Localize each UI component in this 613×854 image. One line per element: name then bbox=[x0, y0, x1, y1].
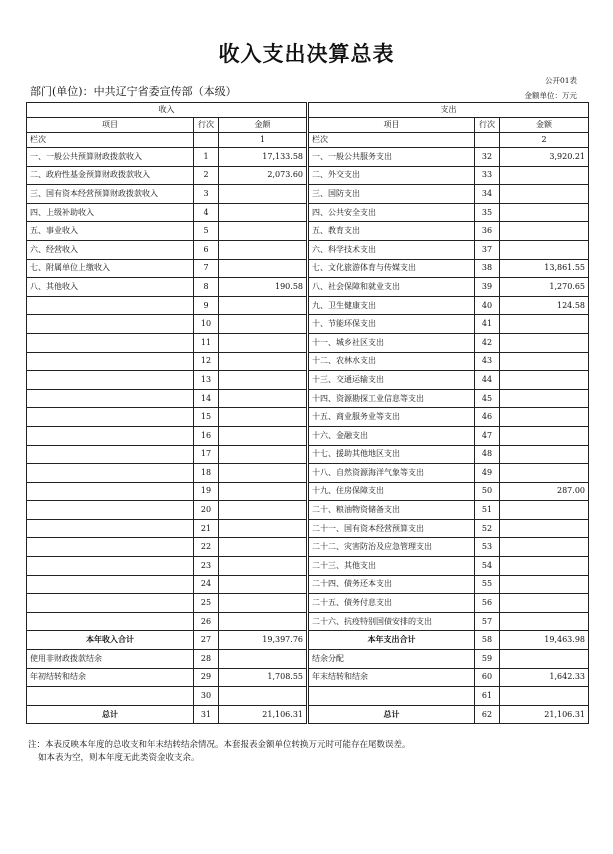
income-rowno-cell: 24 bbox=[194, 575, 219, 594]
expense-amount-cell bbox=[500, 501, 589, 520]
income-amount-cell bbox=[219, 259, 308, 278]
expense-amount-cell bbox=[500, 687, 589, 706]
table-row bbox=[27, 464, 589, 483]
income-col-number: 1 bbox=[219, 133, 308, 148]
income-rowno-cell: 20 bbox=[194, 501, 219, 520]
expense-item-cell: 十九、住房保障支出 bbox=[308, 482, 475, 501]
table-row bbox=[27, 296, 589, 315]
income-amount-cell: 21,106.31 bbox=[219, 705, 308, 724]
income-rowno-cell: 14 bbox=[194, 389, 219, 408]
income-item-cell: 六、经营收入 bbox=[27, 240, 194, 259]
income-rowno-cell: 26 bbox=[194, 612, 219, 631]
income-amount-cell: 190.58 bbox=[219, 278, 308, 297]
expense-rowno-cell: 47 bbox=[475, 426, 500, 445]
expense-item-cell: 二十二、灾害防治及应急管理支出 bbox=[308, 538, 475, 557]
footnote bbox=[28, 739, 411, 765]
expense-rowno-cell: 44 bbox=[475, 371, 500, 390]
income-amount-cell bbox=[219, 650, 308, 669]
expense-amount-cell bbox=[500, 240, 589, 259]
income-amount-cell bbox=[219, 445, 308, 464]
income-item-cell bbox=[27, 408, 194, 427]
income-amount-cell bbox=[219, 594, 308, 613]
income-amount-cell bbox=[219, 240, 308, 259]
income-rowno-cell: 29 bbox=[194, 668, 219, 687]
expense-amount-cell: 21,106.31 bbox=[500, 705, 589, 724]
income-item-cell bbox=[27, 538, 194, 557]
expense-rowno-cell: 57 bbox=[475, 612, 500, 631]
income-amount-cell bbox=[219, 185, 308, 204]
expense-item-cell: 三、国防支出 bbox=[308, 185, 475, 204]
expense-amount-cell bbox=[500, 389, 589, 408]
table-row bbox=[27, 612, 589, 631]
expense-rowno-cell: 58 bbox=[475, 631, 500, 650]
expense-item-cell: 一、一般公共服务支出 bbox=[308, 148, 475, 167]
expense-rowno-cell: 36 bbox=[475, 222, 500, 241]
income-item-cell bbox=[27, 333, 194, 352]
income-rowno-cell: 15 bbox=[194, 408, 219, 427]
income-item-cell: 七、附属单位上缴收入 bbox=[27, 259, 194, 278]
expense-section-header: 支出 bbox=[308, 103, 589, 118]
amount-unit: 金额单位：万元 bbox=[524, 91, 577, 100]
expense-item-cell: 二、外交支出 bbox=[308, 166, 475, 185]
income-rowno-cell: 25 bbox=[194, 594, 219, 613]
income-item-cell bbox=[27, 501, 194, 520]
table-row bbox=[27, 426, 589, 445]
income-rowno-cell: 8 bbox=[194, 278, 219, 297]
income-rowno-cell: 9 bbox=[194, 296, 219, 315]
table-row bbox=[27, 668, 589, 687]
expense-amount-header: 金额 bbox=[500, 118, 589, 133]
income-item-cell bbox=[27, 575, 194, 594]
expense-col-number: 2 bbox=[500, 133, 589, 148]
income-rowno-cell: 28 bbox=[194, 650, 219, 669]
expense-item-cell: 十三、交通运输支出 bbox=[308, 371, 475, 390]
expense-item-cell: 十二、农林水支出 bbox=[308, 352, 475, 371]
expense-rowno-header: 行次 bbox=[475, 118, 500, 133]
expense-item-cell: 五、教育支出 bbox=[308, 222, 475, 241]
expense-rowno-cell: 41 bbox=[475, 315, 500, 334]
income-rowno-cell: 12 bbox=[194, 352, 219, 371]
department-label: 部门(单位)：中共辽宁省委宣传部（本级） bbox=[30, 85, 237, 98]
expense-rowno-cell: 32 bbox=[475, 148, 500, 167]
expense-amount-cell bbox=[500, 203, 589, 222]
expense-rowno-cell: 37 bbox=[475, 240, 500, 259]
income-item-cell: 四、上级补助收入 bbox=[27, 203, 194, 222]
expense-item-cell: 六、科学技术支出 bbox=[308, 240, 475, 259]
footnote-line-1: 注：本表反映本年度的总收支和年末结转结余情况。本套报表金额单位转换万元时可能存在尾数误差。 bbox=[28, 740, 411, 750]
income-rowno-cell: 31 bbox=[194, 705, 219, 724]
table-row bbox=[27, 240, 589, 259]
income-item-cell: 五、事业收入 bbox=[27, 222, 194, 241]
income-rowno-cell: 13 bbox=[194, 371, 219, 390]
income-amount-cell: 1,708.55 bbox=[219, 668, 308, 687]
income-rowno-cell: 21 bbox=[194, 519, 219, 538]
expense-rowno-cell: 34 bbox=[475, 185, 500, 204]
table-row bbox=[27, 203, 589, 222]
expense-rowno-cell: 59 bbox=[475, 650, 500, 669]
expense-amount-cell bbox=[500, 408, 589, 427]
income-amount-cell bbox=[219, 315, 308, 334]
expense-rowno-cell: 61 bbox=[475, 687, 500, 706]
income-rowno-cell: 27 bbox=[194, 631, 219, 650]
income-item-cell bbox=[27, 352, 194, 371]
table-row bbox=[27, 371, 589, 390]
income-rowno-cell: 23 bbox=[194, 557, 219, 576]
income-rowno-cell: 16 bbox=[194, 426, 219, 445]
expense-rowno-cell: 52 bbox=[475, 519, 500, 538]
table-row bbox=[27, 705, 589, 724]
income-rowno-cell: 22 bbox=[194, 538, 219, 557]
table-row bbox=[27, 259, 589, 278]
table-row bbox=[27, 519, 589, 538]
income-rowno-cell: 19 bbox=[194, 482, 219, 501]
expense-amount-cell bbox=[500, 594, 589, 613]
income-item-cell bbox=[27, 445, 194, 464]
table-row bbox=[27, 148, 589, 167]
expense-item-cell: 十六、金融支出 bbox=[308, 426, 475, 445]
table-row bbox=[27, 352, 589, 371]
income-rowno-cell: 11 bbox=[194, 333, 219, 352]
income-item-cell bbox=[27, 389, 194, 408]
income-amount-cell bbox=[219, 687, 308, 706]
income-item-cell: 本年收入合计 bbox=[27, 631, 194, 650]
income-rowno-cell: 10 bbox=[194, 315, 219, 334]
expense-amount-cell bbox=[500, 464, 589, 483]
income-item-cell bbox=[27, 482, 194, 501]
expense-rowno-cell: 43 bbox=[475, 352, 500, 371]
table-row bbox=[27, 501, 589, 520]
income-col-label: 栏次 bbox=[27, 133, 194, 148]
income-amount-cell bbox=[219, 371, 308, 390]
income-rowno-cell: 6 bbox=[194, 240, 219, 259]
table-row bbox=[27, 445, 589, 464]
income-item-cell bbox=[27, 296, 194, 315]
expense-rowno-cell: 49 bbox=[475, 464, 500, 483]
expense-rowno-cell: 46 bbox=[475, 408, 500, 427]
expense-rowno-cell: 33 bbox=[475, 166, 500, 185]
table-row bbox=[27, 575, 589, 594]
income-amount-cell bbox=[219, 538, 308, 557]
expense-amount-cell bbox=[500, 557, 589, 576]
income-rowno-cell: 30 bbox=[194, 687, 219, 706]
form-number: 公开01表 bbox=[544, 76, 577, 85]
expense-rowno-cell: 56 bbox=[475, 594, 500, 613]
income-rowno-cell: 7 bbox=[194, 259, 219, 278]
expense-item-cell: 十八、自然资源海洋气象等支出 bbox=[308, 464, 475, 483]
income-amount-cell bbox=[219, 501, 308, 520]
income-item-cell bbox=[27, 371, 194, 390]
table-row bbox=[27, 538, 589, 557]
expense-amount-cell bbox=[500, 371, 589, 390]
expense-item-cell: 十七、援助其他地区支出 bbox=[308, 445, 475, 464]
page-title: 收入支出决算总表 bbox=[218, 42, 395, 66]
expense-rowno-cell: 38 bbox=[475, 259, 500, 278]
table-row bbox=[27, 557, 589, 576]
expense-rowno-cell: 45 bbox=[475, 389, 500, 408]
income-amount-cell bbox=[219, 482, 308, 501]
expense-item-cell: 年末结转和结余 bbox=[308, 668, 475, 687]
expense-rowno-cell: 54 bbox=[475, 557, 500, 576]
expense-item-cell: 本年支出合计 bbox=[308, 631, 475, 650]
expense-item-cell: 十、节能环保支出 bbox=[308, 315, 475, 334]
footnote-line-2: 如本表为空，则本年度无此类资金收支余。 bbox=[38, 753, 200, 763]
expense-item-cell: 十一、城乡社区支出 bbox=[308, 333, 475, 352]
expense-rowno-cell: 42 bbox=[475, 333, 500, 352]
income-item-cell bbox=[27, 464, 194, 483]
income-item-cell bbox=[27, 687, 194, 706]
expense-amount-cell bbox=[500, 575, 589, 594]
table-row bbox=[27, 408, 589, 427]
income-amount-cell bbox=[219, 296, 308, 315]
income-amount-header: 金额 bbox=[219, 118, 308, 133]
income-amount-cell bbox=[219, 408, 308, 427]
expense-amount-cell bbox=[500, 222, 589, 241]
income-amount-cell bbox=[219, 222, 308, 241]
income-item-cell bbox=[27, 519, 194, 538]
expense-item-cell: 二十六、抗疫特别国债安排的支出 bbox=[308, 612, 475, 631]
table-row bbox=[27, 166, 589, 185]
income-item-cell: 八、其他收入 bbox=[27, 278, 194, 297]
expense-amount-cell: 19,463.98 bbox=[500, 631, 589, 650]
expense-item-cell: 二十四、债务还本支出 bbox=[308, 575, 475, 594]
income-amount-cell bbox=[219, 426, 308, 445]
income-section-header: 收入 bbox=[27, 103, 308, 118]
income-item-cell: 一、一般公共预算财政拨款收入 bbox=[27, 148, 194, 167]
expense-item-cell: 七、文化旅游体育与传媒支出 bbox=[308, 259, 475, 278]
income-item-header: 项目 bbox=[27, 118, 194, 133]
expense-amount-cell bbox=[500, 426, 589, 445]
income-rowno-cell: 1 bbox=[194, 148, 219, 167]
income-amount-cell bbox=[219, 333, 308, 352]
table-row bbox=[27, 631, 589, 650]
income-item-cell: 二、政府性基金预算财政拨款收入 bbox=[27, 166, 194, 185]
expense-item-cell: 二十五、债务付息支出 bbox=[308, 594, 475, 613]
income-amount-cell bbox=[219, 575, 308, 594]
income-item-cell bbox=[27, 315, 194, 334]
income-amount-cell bbox=[219, 389, 308, 408]
expense-item-cell: 总计 bbox=[308, 705, 475, 724]
income-amount-cell bbox=[219, 203, 308, 222]
table-row bbox=[27, 315, 589, 334]
expense-rowno-cell: 35 bbox=[475, 203, 500, 222]
expense-rowno-cell: 39 bbox=[475, 278, 500, 297]
income-expense-table bbox=[26, 102, 589, 724]
income-item-cell bbox=[27, 557, 194, 576]
expense-amount-cell: 3,920.21 bbox=[500, 148, 589, 167]
expense-item-cell: 二十、粮油物资储备支出 bbox=[308, 501, 475, 520]
income-rowno-cell: 4 bbox=[194, 203, 219, 222]
expense-amount-cell: 1,270.65 bbox=[500, 278, 589, 297]
expense-item-cell: 结余分配 bbox=[308, 650, 475, 669]
expense-item-cell: 四、公共安全支出 bbox=[308, 203, 475, 222]
income-item-cell: 年初结转和结余 bbox=[27, 668, 194, 687]
expense-rowno-cell: 50 bbox=[475, 482, 500, 501]
expense-amount-cell bbox=[500, 352, 589, 371]
expense-rowno-cell: 51 bbox=[475, 501, 500, 520]
table-row bbox=[27, 333, 589, 352]
expense-item-cell: 十四、资源勘探工业信息等支出 bbox=[308, 389, 475, 408]
income-item-cell bbox=[27, 612, 194, 631]
expense-item-cell: 二十一、国有资本经营预算支出 bbox=[308, 519, 475, 538]
income-rowno-header: 行次 bbox=[194, 118, 219, 133]
expense-item-header: 项目 bbox=[308, 118, 475, 133]
table-row bbox=[27, 222, 589, 241]
table-row bbox=[27, 482, 589, 501]
income-amount-cell bbox=[219, 464, 308, 483]
income-amount-cell: 19,397.76 bbox=[219, 631, 308, 650]
income-item-cell bbox=[27, 426, 194, 445]
income-item-cell: 使用非财政拨款结余 bbox=[27, 650, 194, 669]
income-item-cell: 总计 bbox=[27, 705, 194, 724]
expense-rowno-cell: 55 bbox=[475, 575, 500, 594]
expense-amount-cell bbox=[500, 519, 589, 538]
income-amount-cell bbox=[219, 519, 308, 538]
income-rowno-cell: 18 bbox=[194, 464, 219, 483]
expense-amount-cell: 1,642.33 bbox=[500, 668, 589, 687]
expense-item-cell bbox=[308, 687, 475, 706]
expense-item-cell: 二十三、其他支出 bbox=[308, 557, 475, 576]
expense-amount-cell: 287.00 bbox=[500, 482, 589, 501]
expense-rowno-cell: 48 bbox=[475, 445, 500, 464]
income-rowno-cell: 3 bbox=[194, 185, 219, 204]
table-row bbox=[27, 687, 589, 706]
income-amount-cell bbox=[219, 352, 308, 371]
expense-item-cell: 十五、商业服务业等支出 bbox=[308, 408, 475, 427]
expense-amount-cell bbox=[500, 538, 589, 557]
income-item-cell: 三、国有资本经营预算财政拨款收入 bbox=[27, 185, 194, 204]
table-row bbox=[27, 650, 589, 669]
table-row bbox=[27, 278, 589, 297]
income-item-cell bbox=[27, 594, 194, 613]
table-row bbox=[27, 185, 589, 204]
expense-amount-cell bbox=[500, 445, 589, 464]
expense-amount-cell: 124.58 bbox=[500, 296, 589, 315]
expense-amount-cell bbox=[500, 185, 589, 204]
income-rowno-cell: 2 bbox=[194, 166, 219, 185]
expense-rowno-cell: 60 bbox=[475, 668, 500, 687]
expense-item-cell: 九、卫生健康支出 bbox=[308, 296, 475, 315]
expense-item-cell: 八、社会保障和就业支出 bbox=[308, 278, 475, 297]
income-rowno-cell: 5 bbox=[194, 222, 219, 241]
expense-rowno-cell: 40 bbox=[475, 296, 500, 315]
income-amount-cell: 2,073.60 bbox=[219, 166, 308, 185]
expense-amount-cell: 13,861.55 bbox=[500, 259, 589, 278]
expense-rowno-cell: 53 bbox=[475, 538, 500, 557]
expense-amount-cell bbox=[500, 315, 589, 334]
table-row bbox=[27, 594, 589, 613]
expense-amount-cell bbox=[500, 650, 589, 669]
expense-rowno-cell: 62 bbox=[475, 705, 500, 724]
income-amount-cell: 17,133.58 bbox=[219, 148, 308, 167]
expense-amount-cell bbox=[500, 166, 589, 185]
expense-col-label: 栏次 bbox=[308, 133, 475, 148]
income-rowno-cell: 17 bbox=[194, 445, 219, 464]
income-amount-cell bbox=[219, 612, 308, 631]
expense-amount-cell bbox=[500, 612, 589, 631]
expense-amount-cell bbox=[500, 333, 589, 352]
table-row bbox=[27, 389, 589, 408]
income-amount-cell bbox=[219, 557, 308, 576]
